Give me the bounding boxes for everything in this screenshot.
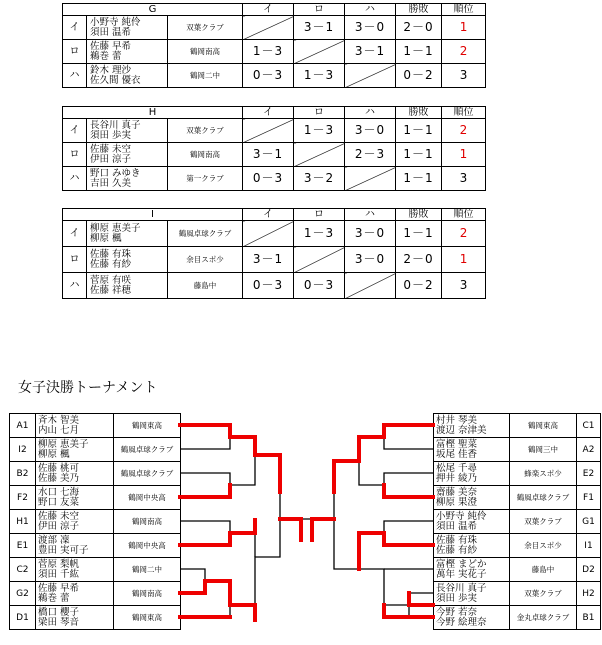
col-header-record: 勝敗 <box>396 107 442 119</box>
club-name: 第一クラブ <box>168 167 243 191</box>
player-2: 須田 歩実 <box>90 129 132 141</box>
player-2: 鵜巻 蕾 <box>38 592 70 604</box>
win-loss: 0－2 <box>396 64 442 88</box>
player-1: 佐藤 有珠 <box>90 248 132 260</box>
player-1: 菅原 梨帆 <box>38 558 80 570</box>
seed-label: I2 <box>10 438 36 462</box>
player-1: 柳原 恵美子 <box>90 222 141 234</box>
club-name: 双葉クラブ <box>510 510 577 534</box>
player-2: 須田 温希 <box>436 520 478 532</box>
score-vs-i: 1－3 <box>243 40 294 64</box>
position-label: ロ <box>63 40 87 64</box>
win-loss: 0－2 <box>396 273 442 299</box>
club-name: 鶴岡南高 <box>114 582 181 606</box>
tournament-title: 女子決勝トーナメント <box>18 380 158 396</box>
player-2: 佐藤 有紗 <box>90 258 132 270</box>
player-2: 柳原 楓 <box>38 448 70 460</box>
player-1: 富樫 まどか <box>436 558 487 570</box>
score-vs-ro: 3－1 <box>294 16 345 40</box>
club-name: 余目スポ少 <box>168 247 243 273</box>
club-name: 金丸卓球クラブ <box>510 606 577 630</box>
win-loss: 1－1 <box>396 40 442 64</box>
rank-value: 1 <box>442 143 486 167</box>
col-header-i: イ <box>243 107 294 119</box>
player-2: 萬年 実花子 <box>436 568 487 580</box>
score-vs-ha: 3－0 <box>345 119 396 143</box>
club-name: 鶴岡南高 <box>168 143 243 167</box>
club-name: 鶴岡東高 <box>510 414 577 438</box>
player-1: 長谷川 真子 <box>436 582 487 594</box>
player-2: 坂尾 佳香 <box>436 448 478 460</box>
player-2: 豊田 実可子 <box>38 544 89 556</box>
player-2: 鵜巻 蕾 <box>90 50 122 62</box>
player-2: 渡辺 奈津美 <box>436 424 487 436</box>
score-vs-ro: 3－2 <box>294 167 345 191</box>
player-1: 佐藤 早希 <box>38 582 80 594</box>
score-vs-i: 0－3 <box>243 167 294 191</box>
player-1: 柳原 恵美子 <box>38 438 89 450</box>
score-vs-i: 3－1 <box>243 143 294 167</box>
seed-label: H2 <box>577 582 601 606</box>
player-1: 松尾 千尋 <box>436 462 478 474</box>
player-1: 野口 みゆき <box>90 167 141 179</box>
player-2: 柳原 楓 <box>90 232 122 244</box>
score-vs-i: 0－3 <box>243 273 294 299</box>
group-name: G <box>63 4 243 16</box>
club-name: 双葉クラブ <box>168 119 243 143</box>
win-loss: 2－0 <box>396 247 442 273</box>
club-name: 鶴風卓球クラブ <box>168 221 243 247</box>
score-vs-ro: 1－3 <box>294 221 345 247</box>
win-loss: 2－0 <box>396 16 442 40</box>
player-1: 長谷川 真子 <box>90 119 141 131</box>
col-header-i: イ <box>243 4 294 16</box>
seed-label: F2 <box>10 486 36 510</box>
position-label: ハ <box>63 167 87 191</box>
seed-label: C1 <box>577 414 601 438</box>
seed-label: A1 <box>10 414 36 438</box>
col-header-i: イ <box>243 209 294 221</box>
seed-label: D1 <box>10 606 36 630</box>
col-header-record: 勝敗 <box>396 4 442 16</box>
player-2: 押井 綾乃 <box>436 472 478 484</box>
club-name: 鶴岡二中 <box>114 558 181 582</box>
player-1: 鈴木 理沙 <box>90 64 132 76</box>
player-2: 内山 七月 <box>38 424 80 436</box>
player-1: 菅原 有咲 <box>90 274 132 286</box>
col-header-ro: ロ <box>294 4 345 16</box>
club-name: 鶴岡東高 <box>114 414 181 438</box>
club-name: 鶴岡中央高 <box>114 534 181 558</box>
col-header-rank: 順位 <box>442 107 486 119</box>
club-name: 双葉クラブ <box>168 16 243 40</box>
player-1: 小野寺 純伶 <box>90 16 141 28</box>
player-2: 伊田 涼子 <box>90 153 132 165</box>
club-name: 余目スポ少 <box>510 534 577 558</box>
club-name: 双葉クラブ <box>510 582 577 606</box>
position-label: ロ <box>63 143 87 167</box>
club-name: 鶴風卓球クラブ <box>510 486 577 510</box>
player-2: 佐藤 美乃 <box>38 472 80 484</box>
position-label: ロ <box>63 247 87 273</box>
col-header-ro: ロ <box>294 209 345 221</box>
seed-label: D2 <box>577 558 601 582</box>
player-2: 佐久間 優衣 <box>90 74 141 86</box>
club-name: 鶴岡南高 <box>114 510 181 534</box>
rank-value: 3 <box>442 167 486 191</box>
seed-label: E2 <box>577 462 601 486</box>
seed-label: I1 <box>577 534 601 558</box>
col-header-record: 勝敗 <box>396 209 442 221</box>
rank-value: 2 <box>442 119 486 143</box>
col-header-ha: ハ <box>345 4 396 16</box>
player-1: 村井 琴美 <box>436 414 478 426</box>
club-name: 藤島中 <box>168 273 243 299</box>
club-name: 蜂楽スポ少 <box>510 462 577 486</box>
player-1: 水口 七海 <box>38 486 80 498</box>
player-2: 佐藤 有紗 <box>436 544 478 556</box>
col-header-ha: ハ <box>345 209 396 221</box>
win-loss: 1－1 <box>396 143 442 167</box>
club-name: 鶴岡南高 <box>168 40 243 64</box>
col-header-rank: 順位 <box>442 209 486 221</box>
score-vs-ro: 1－3 <box>294 64 345 88</box>
col-header-ro: ロ <box>294 107 345 119</box>
group-name: I <box>63 209 243 221</box>
col-header-rank: 順位 <box>442 4 486 16</box>
seed-label: H1 <box>10 510 36 534</box>
player-1: 佐藤 未空 <box>90 143 132 155</box>
score-vs-ha: 3－0 <box>345 247 396 273</box>
group-name: H <box>63 107 243 119</box>
player-1: 富樫 聖菜 <box>436 438 478 450</box>
player-2: 吉田 久美 <box>90 177 132 189</box>
player-2: 佐藤 祥穂 <box>90 284 132 296</box>
rank-value: 3 <box>442 64 486 88</box>
club-name: 鶴風卓球クラブ <box>114 438 181 462</box>
player-1: 齋藤 美奈 <box>436 486 478 498</box>
seed-label: C2 <box>10 558 36 582</box>
score-vs-ha: 3－0 <box>345 16 396 40</box>
player-2: 須田 温希 <box>90 26 132 38</box>
win-loss: 1－1 <box>396 119 442 143</box>
player-1: 橋口 櫻子 <box>38 606 80 618</box>
seed-label: F1 <box>577 486 601 510</box>
rank-value: 1 <box>442 16 486 40</box>
player-1: 今野 若奈 <box>436 606 478 618</box>
position-label: イ <box>63 16 87 40</box>
rank-value: 2 <box>442 40 486 64</box>
seed-label: G2 <box>10 582 36 606</box>
player-1: 渡部 凜 <box>38 534 70 546</box>
rank-value: 2 <box>442 221 486 247</box>
player-1: 佐藤 早希 <box>90 40 132 52</box>
score-vs-i: 0－3 <box>243 64 294 88</box>
player-2: 今野 絵理奈 <box>436 616 487 628</box>
player-2: 野口 友菜 <box>38 496 80 508</box>
club-name: 鶴岡東高 <box>114 606 181 630</box>
seed-label: E1 <box>10 534 36 558</box>
score-vs-ro: 0－3 <box>294 273 345 299</box>
bracket-lines <box>180 425 433 617</box>
rank-value: 3 <box>442 273 486 299</box>
player-2: 須田 歩実 <box>436 592 478 604</box>
player-2: 梁田 琴音 <box>38 616 80 628</box>
seed-label: G1 <box>577 510 601 534</box>
seed-label: B1 <box>577 606 601 630</box>
win-loss: 1－1 <box>396 167 442 191</box>
winner-lines <box>180 425 433 620</box>
col-header-ha: ハ <box>345 107 396 119</box>
score-vs-ro: 1－3 <box>294 119 345 143</box>
player-1: 佐藤 桃可 <box>38 462 80 474</box>
score-vs-ha: 2－3 <box>345 143 396 167</box>
player-1: 小野寺 純伶 <box>436 510 487 522</box>
win-loss: 1－1 <box>396 221 442 247</box>
player-1: 佐藤 未空 <box>38 510 80 522</box>
club-name: 鶴風卓球クラブ <box>114 462 181 486</box>
player-2: 須田 千紘 <box>38 568 80 580</box>
position-label: イ <box>63 119 87 143</box>
score-vs-ha: 3－1 <box>345 40 396 64</box>
club-name: 鶴岡三中 <box>510 438 577 462</box>
club-name: 鶴岡二中 <box>168 64 243 88</box>
player-2: 柳原 果澄 <box>436 496 478 508</box>
player-2: 伊田 涼子 <box>38 520 80 532</box>
seed-label: A2 <box>577 438 601 462</box>
club-name: 鶴岡中央高 <box>114 486 181 510</box>
score-vs-i: 3－1 <box>243 247 294 273</box>
score-vs-ha: 3－0 <box>345 221 396 247</box>
position-label: イ <box>63 221 87 247</box>
position-label: ハ <box>63 64 87 88</box>
rank-value: 1 <box>442 247 486 273</box>
position-label: ハ <box>63 273 87 299</box>
club-name: 藤島中 <box>510 558 577 582</box>
player-1: 斉木 智美 <box>38 414 80 426</box>
player-1: 佐藤 有珠 <box>436 534 478 546</box>
seed-label: B2 <box>10 462 36 486</box>
